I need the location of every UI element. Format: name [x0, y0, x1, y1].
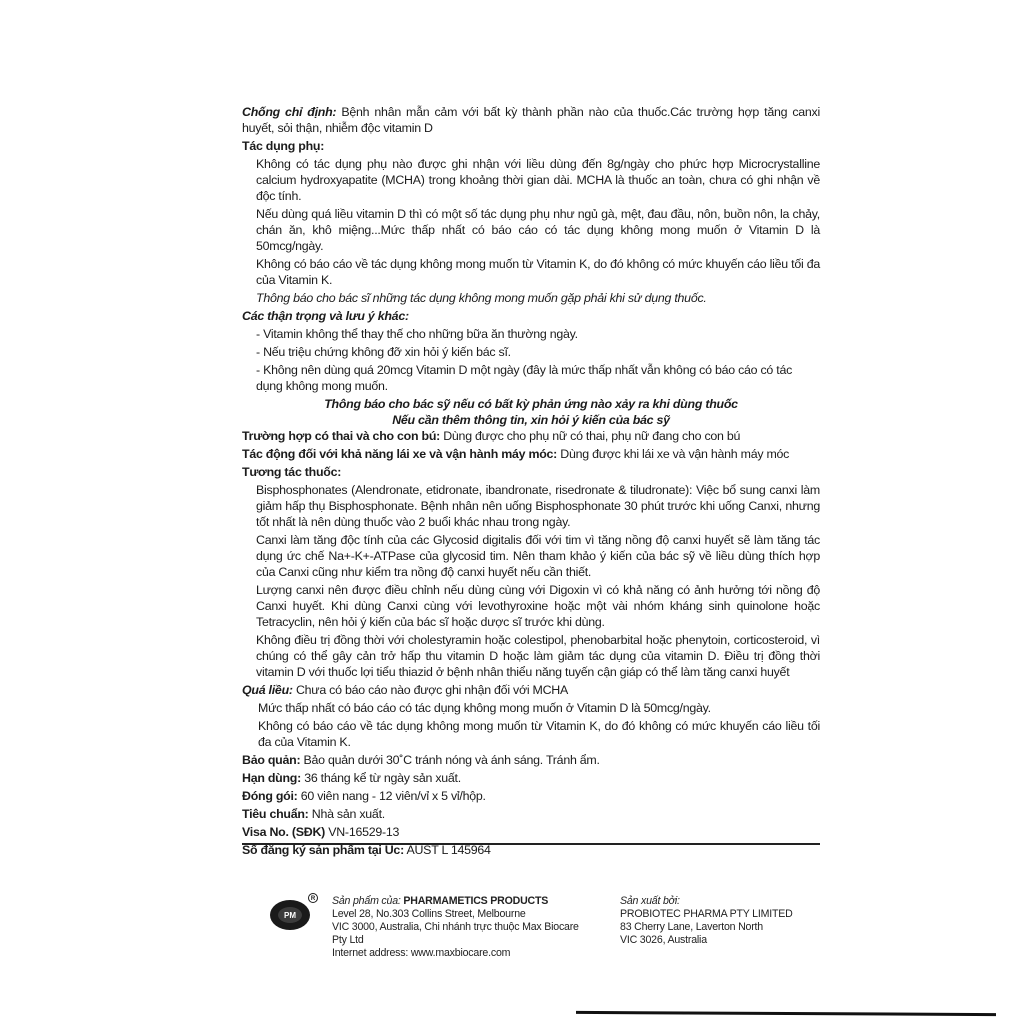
driving-label: Tác động đối với khả năng lái xe và vận hành máy móc:: [242, 447, 558, 461]
footer-manufacturer: [620, 895, 820, 947]
overdose-p2: Không có báo cáo về tác dụng không mong muốn từ Vitamin K, do đó không có mức khuyến cáo liều tối đa của Vitamin K.: [258, 719, 820, 749]
product-website: Internet address: www.maxbiocare.com: [332, 947, 511, 959]
expiry: [242, 770, 820, 786]
driving-text: Dùng được khi lái xe và vận hành máy móc: [557, 447, 790, 461]
standard-text: Nhà sản xuất.: [308, 807, 385, 821]
interactions-heading: Tương tác thuốc:: [242, 465, 342, 479]
footer-product-of: [332, 895, 582, 960]
made-by-address-2: VIC 3026, Australia: [620, 934, 707, 946]
product-address-2: VIC 3000, Australia, Chi nhánh trực thuộc Max Biocare: [332, 921, 579, 933]
side-effects-heading: Tác dụng phụ:: [242, 139, 325, 153]
notice-line-1: Thông báo cho bác sỹ nếu có bất kỳ phản ứng nào xảy ra khi dùng thuốc: [324, 397, 738, 411]
precautions-heading: Các thận trọng và lưu ý khác:: [242, 309, 409, 323]
contraindications-text: Bệnh nhân mẫn cảm với bất kỳ thành phần nào của thuốc.Các trường hợp tăng canxi huyết, sỏi thận, nhiễm độc vitamin D: [242, 105, 820, 135]
pm-logo-text: PM: [284, 911, 296, 920]
precautions-item-2: - Nếu triệu chứng không đỡ xin hỏi ý kiến bác sĩ.: [256, 345, 511, 359]
section-divider: [242, 843, 820, 845]
visa-label: Visa No. (SĐK): [242, 825, 326, 839]
side-effects-p1: Không có tác dụng phụ nào được ghi nhận với liều dùng đến 8g/ngày cho phức hợp Microcrystalline calcium hydroxyapatite (MCHA) trong khoảng thời gian dài. MCHA là thuốc an toàn, chưa có ghi nhận về độc tính.: [256, 157, 820, 203]
aus-registration-text: AUST L 145964: [403, 843, 491, 857]
product-of-line: [332, 895, 582, 908]
svg-text:R: R: [310, 896, 316, 903]
interactions-p2: Canxi làm tăng độc tính của các Glycosid digitalis đối với tim vì tăng nồng độ canxi huyết sẽ làm tăng tác dụng ức chế Na+-K+-ATPase của glycosid tim. Nên tham khảo ý kiến của bác sỹ về liều dùng thích hợp của Canxi cũng như kiểm tra nồng độ canxi huyết nếu cần thiết.: [256, 533, 820, 579]
notice-line-2: Nếu cần thêm thông tin, xin hỏi ý kiến của bác sỹ: [392, 413, 670, 427]
aus-registration-label: Số đăng ký sản phẩm tại Úc:: [242, 843, 404, 857]
driving: [242, 446, 820, 462]
visa: [242, 824, 820, 840]
made-by-address-1: 83 Cherry Lane, Laverton North: [620, 921, 763, 933]
standard: [242, 806, 820, 822]
interactions-p4: Không điều trị đồng thời với cholestyramin hoặc colestipol, phenobarbital hoặc phenytoin, corticosteroid, vì chúng có thể gây cản trở hấp thu vitamin D hoặc làm giảm tác dụng của vitamin D. Điều trị đồng thời vitamin D với thuốc lợi tiểu thiazid ở bệnh nhân thiểu năng tuyến cận giáp có thể làm tăng canxi huyết: [256, 633, 820, 679]
side-effects-p3: Không có báo cáo về tác dụng không mong muốn từ Vitamin K, do đó không có mức khuyến cáo liều tối đa của Vitamin K.: [256, 257, 820, 287]
overdose-label: Quá liều:: [242, 683, 293, 697]
side-effects-p4: Thông báo cho bác sĩ những tác dụng không mong muốn gặp phải khi sử dụng thuốc.: [256, 291, 707, 305]
contraindications: [242, 104, 820, 136]
pm-logo-icon: [268, 893, 318, 933]
side-effects-p2: Nếu dùng quá liều vitamin D thì có một số tác dụng phụ như ngủ gà, mệt, đau đầu, nôn, buồn nôn, la chảy, chán ăn, khô miệng...Mức thấp nhất có báo cáo có tác dụng không mong muốn ở Vitamin D là 50mcg/ngày.: [256, 207, 820, 253]
interactions-p3: Lượng canxi nên được điều chỉnh nếu dùng cùng với Digoxin vì có khả năng có ảnh hưởng tới nồng độ Canxi huyết. Khi dùng Canxi cùng với levothyroxine hoặc một vài nhóm kháng sinh quinolone hoặc Tetracyclin, nên hỏi ý kiến của bác sĩ hoặc dược sĩ trước khi dùng.: [256, 583, 820, 629]
visa-text: VN-16529-13: [325, 825, 400, 839]
pregnancy-label: Trường hợp có thai và cho con bú:: [242, 429, 441, 443]
overdose: [242, 682, 820, 698]
expiry-label: Hạn dùng:: [242, 771, 302, 785]
leaflet-content: [242, 104, 820, 860]
interactions-p1: Bisphosphonates (Alendronate, etidronate, ibandronate, risedronate & tiludronate): Việc bổ sung canxi làm giảm hấp thụ Bisphosphonate. Bệnh nhân nên uống Bisphosphonate 30 phút trước khi uống Canxi, nhưng tốt nhất là nên dùng thuốc vào 2 buổi khác nhau trong ngày.: [256, 483, 820, 529]
scan-edge-line: [576, 1011, 996, 1016]
product-address-1: Level 28, No.303 Collins Street, Melbourne: [332, 908, 526, 920]
product-of-label: Sản phẩm của:: [332, 895, 404, 907]
standard-label: Tiêu chuẩn:: [242, 807, 309, 821]
packing-label: Đóng gói:: [242, 789, 298, 803]
product-of-name: PHARMAMETICS PRODUCTS: [403, 895, 549, 907]
storage-label: Bảo quản:: [242, 753, 301, 767]
made-by-label: Sản xuất bởi:: [620, 895, 680, 907]
storage-text: Bảo quản dưới 30˚C tránh nóng và ánh sáng. Tránh ẩm.: [300, 753, 600, 767]
pregnancy-text: Dùng được cho phụ nữ có thai, phụ nữ đang cho con bú: [440, 429, 741, 443]
contraindications-label: Chống chỉ định:: [242, 105, 337, 119]
expiry-text: 36 tháng kể từ ngày sản xuất.: [301, 771, 461, 785]
precautions-item-1: - Vitamin không thể thay thế cho những bữa ăn thường ngày.: [256, 327, 578, 341]
overdose-p1: Mức thấp nhất có báo cáo có tác dụng không mong muốn ở Vitamin D là 50mcg/ngày.: [258, 701, 711, 715]
storage: [242, 752, 820, 768]
packing-text: 60 viên nang - 12 viên/vỉ x 5 vỉ/hộp.: [297, 789, 486, 803]
pregnancy: [242, 428, 820, 444]
made-by-name: PROBIOTEC PHARMA PTY LIMITED: [620, 908, 793, 920]
product-address-3: Pty Ltd: [332, 934, 364, 946]
packing: [242, 788, 820, 804]
precautions-item-3: - Không nên dùng quá 20mcg Vitamin D một ngày (đây là mức thấp nhất vẫn không có báo cáo có tác dụng không mong muốn.: [256, 363, 793, 393]
overdose-text: Chưa có báo cáo nào được ghi nhận đối với MCHA: [292, 683, 569, 697]
